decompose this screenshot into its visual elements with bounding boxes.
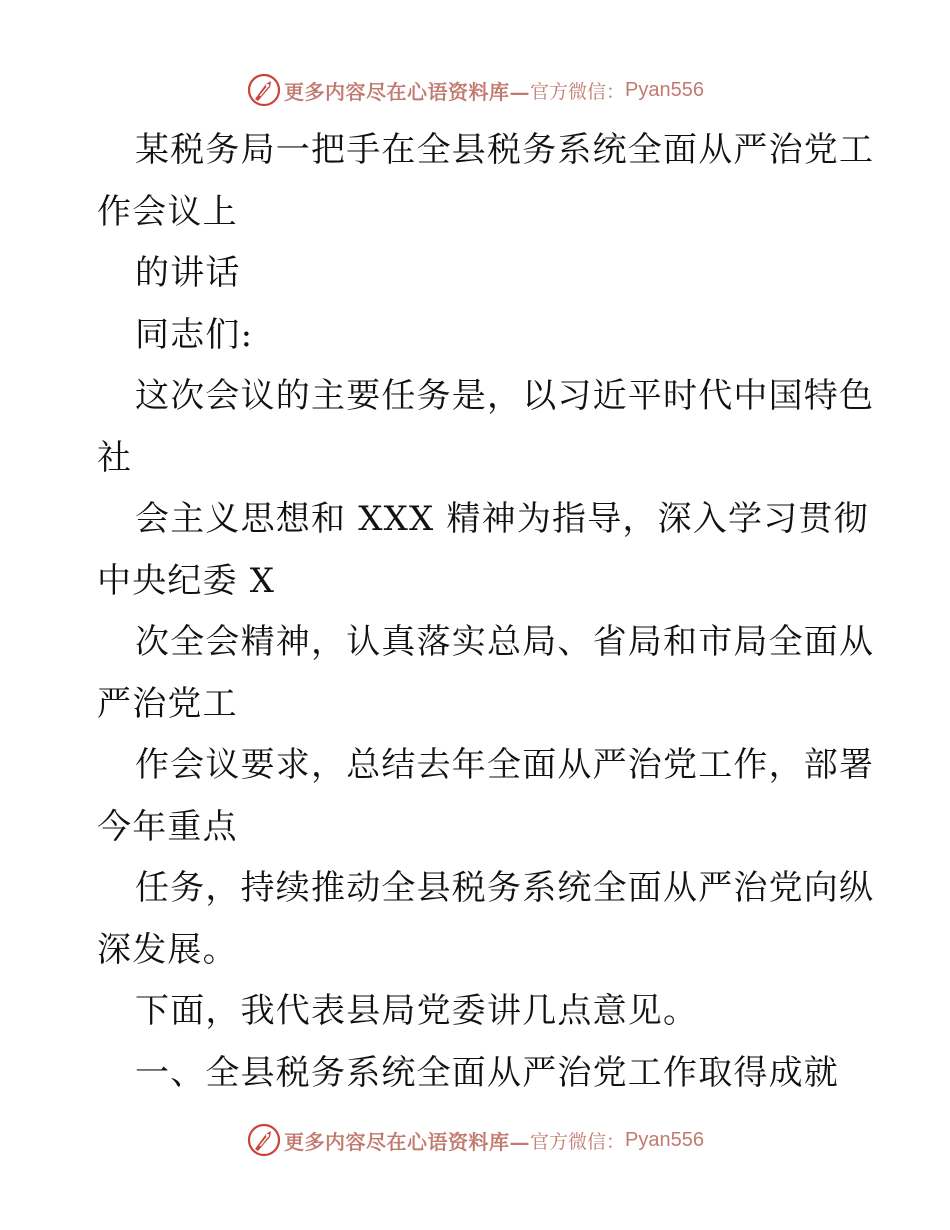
header-watermark (0, 70, 950, 110)
pen-nib-logo-icon (246, 72, 282, 108)
text-line: 次全会精神，认真落实总局、省局和市局全面从 (135, 622, 875, 662)
text-line: 任务，持续推动全县税务系统全面从严治党向纵 (135, 868, 875, 908)
document-body (97, 120, 875, 1104)
watermark-wechat-label: 官方微信： (530, 80, 626, 103)
salutation: 同志们: (135, 314, 254, 355)
text-line: 某税务局一把手在全县税务系统全面从严治党工 (135, 130, 875, 170)
text-line: 中央纪委 X (97, 560, 276, 601)
text-line: 会主义思想和 XXX 精神为指导，深入学习贯彻 (135, 499, 869, 539)
text-line: 作会议上 (97, 191, 238, 232)
footer-watermark (0, 1120, 950, 1160)
text-line: 严治党工 (97, 683, 238, 724)
text-line: 社 (97, 437, 133, 478)
text-line: 今年重点 (97, 806, 238, 847)
watermark-wechat-id: Pyan556 (625, 1128, 704, 1151)
watermark-text: 更多内容尽在心语资料库— (284, 79, 530, 104)
watermark-wechat-id: Pyan556 (625, 78, 704, 101)
pen-nib-logo-icon (246, 1122, 282, 1158)
text-line: 作会议要求，总结去年全面从严治党工作，部署 (135, 745, 875, 785)
text-line: 下面，我代表县局党委讲几点意见。 (135, 991, 699, 1031)
watermark-text: 更多内容尽在心语资料库— (284, 1129, 530, 1154)
text-line: 的讲话 (135, 253, 241, 293)
section-heading: 一、全县税务系统全面从严治党工作取得成就 (135, 1052, 839, 1093)
watermark-wechat-label: 官方微信： (530, 1130, 626, 1153)
text-line: 这次会议的主要任务是，以习近平时代中国特色 (135, 376, 875, 416)
text-line: 深发展。 (97, 929, 238, 970)
